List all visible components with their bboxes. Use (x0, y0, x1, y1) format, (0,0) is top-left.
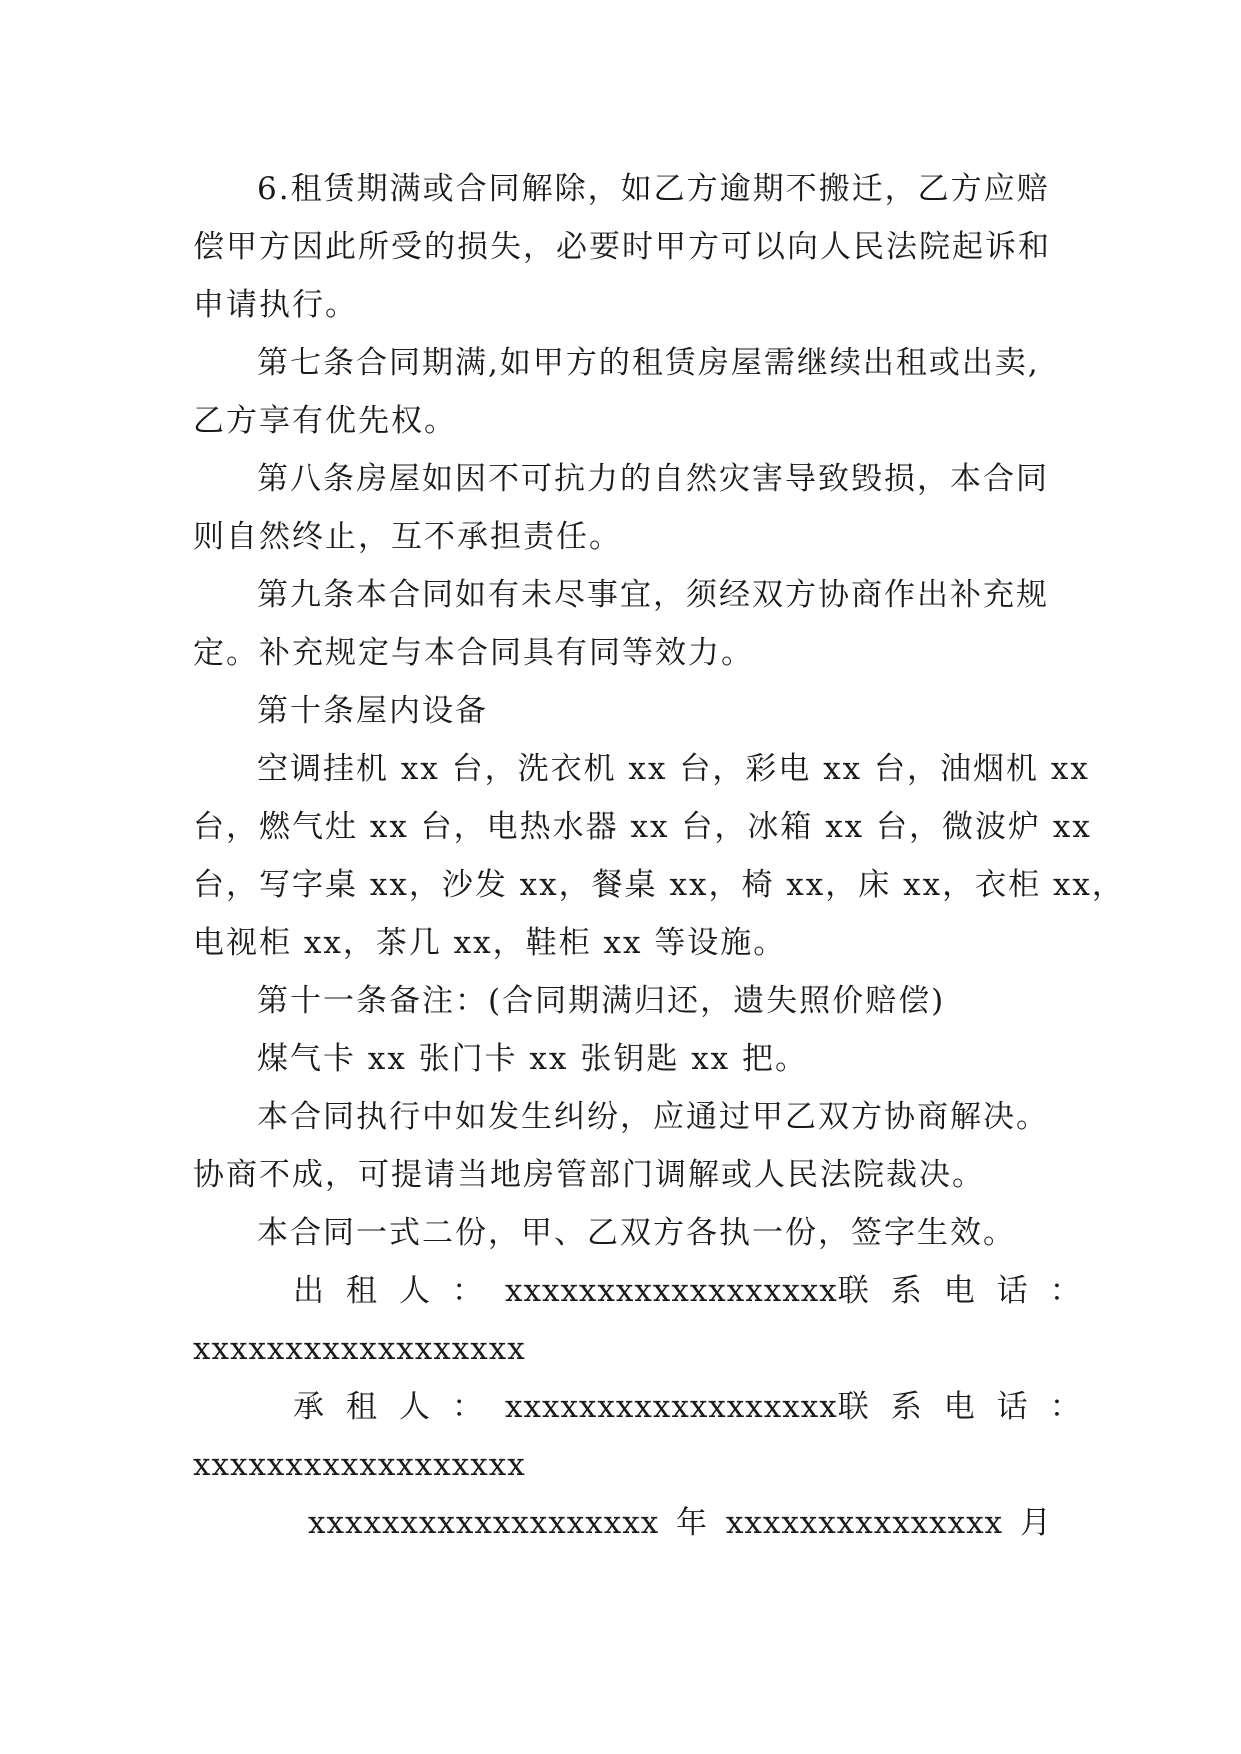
lessor-phone-label: 联系电话： (837, 1273, 1103, 1309)
lessee-phone-label: 联系电话： (837, 1389, 1103, 1425)
year-value: xxxxxxxxxxxxxxxxxxx (308, 1505, 660, 1541)
date-line (193, 1494, 1053, 1552)
clause-6-line-2: 偿甲方因此所受的损失，必要时甲方可以向人民法院起诉和 (193, 229, 1051, 265)
year-label: 年 (676, 1505, 710, 1541)
equipment-line-3: 台，写字桌 xx，沙发 xx，餐桌 xx，椅 xx，床 xx，衣柜 xx， (193, 867, 1125, 903)
dispute-line-1: 本合同执行中如发生纠纷，应通过甲乙双方协商解决。 (257, 1099, 1049, 1135)
equipment-line-1: 空调挂机 xx 台，洗衣机 xx 台，彩电 xx 台，油烟机 xx (257, 751, 1090, 787)
lessor-label: 出租人： (293, 1273, 505, 1309)
lessor-phone: xxxxxxxxxxxxxxxxxx (193, 1331, 526, 1367)
copies-clause: 本合同一式二份，甲、乙双方各执一份，签字生效。 (257, 1215, 1016, 1251)
month-value: xxxxxxxxxxxxxxx (725, 1505, 1004, 1541)
lessee-name: xxxxxxxxxxxxxxxxxx (505, 1389, 838, 1425)
equipment-line-2: 台，燃气灶 xx 台，电热水器 xx 台，冰箱 xx 台，微波炉 xx (193, 809, 1092, 845)
article-11-heading: 第十一条备注：(合同期满归还，遗失照价赔偿) (257, 983, 946, 1019)
equipment-line-4: 电视柜 xx，茶几 xx，鞋柜 xx 等设施。 (193, 925, 787, 961)
article-8-line-1: 第八条房屋如因不可抗力的自然灾害导致毁损，本合同 (257, 461, 1049, 497)
lessee-phone: xxxxxxxxxxxxxxxxxx (193, 1447, 526, 1483)
keys-and-cards-line: 煤气卡 xx 张门卡 xx 张钥匙 xx 把。 (257, 1041, 809, 1077)
lessee-label: 承租人： (293, 1389, 505, 1425)
article-9-line-1: 第九条本合同如有未尽事宜，须经双方协商作出补充规 (257, 577, 1049, 613)
clause-6-line-3: 申请执行。 (193, 287, 358, 323)
article-10-heading: 第十条屋内设备 (257, 693, 488, 729)
month-label: 月 (1019, 1505, 1053, 1541)
dispute-line-2: 协商不成，可提请当地房管部门调解或人民法院裁决。 (193, 1157, 985, 1193)
lessor-name: xxxxxxxxxxxxxxxxxx (505, 1273, 838, 1309)
lessor-signature-line (193, 1262, 1103, 1320)
article-7-line-1: 第七条合同期满,如甲方的租赁房屋需继续出租或出卖, (257, 345, 1040, 381)
article-7-line-2: 乙方享有优先权。 (193, 403, 457, 439)
article-8-line-2: 则自然终止，互不承担责任。 (193, 519, 622, 555)
contract-page (193, 160, 1125, 1552)
lessee-signature-line (193, 1378, 1103, 1436)
clause-6-line-1: 6.租赁期满或合同解除，如乙方逾期不搬迁，乙方应赔 (257, 171, 1050, 207)
article-9-line-2: 定。补充规定与本合同具有同等效力。 (193, 635, 754, 671)
